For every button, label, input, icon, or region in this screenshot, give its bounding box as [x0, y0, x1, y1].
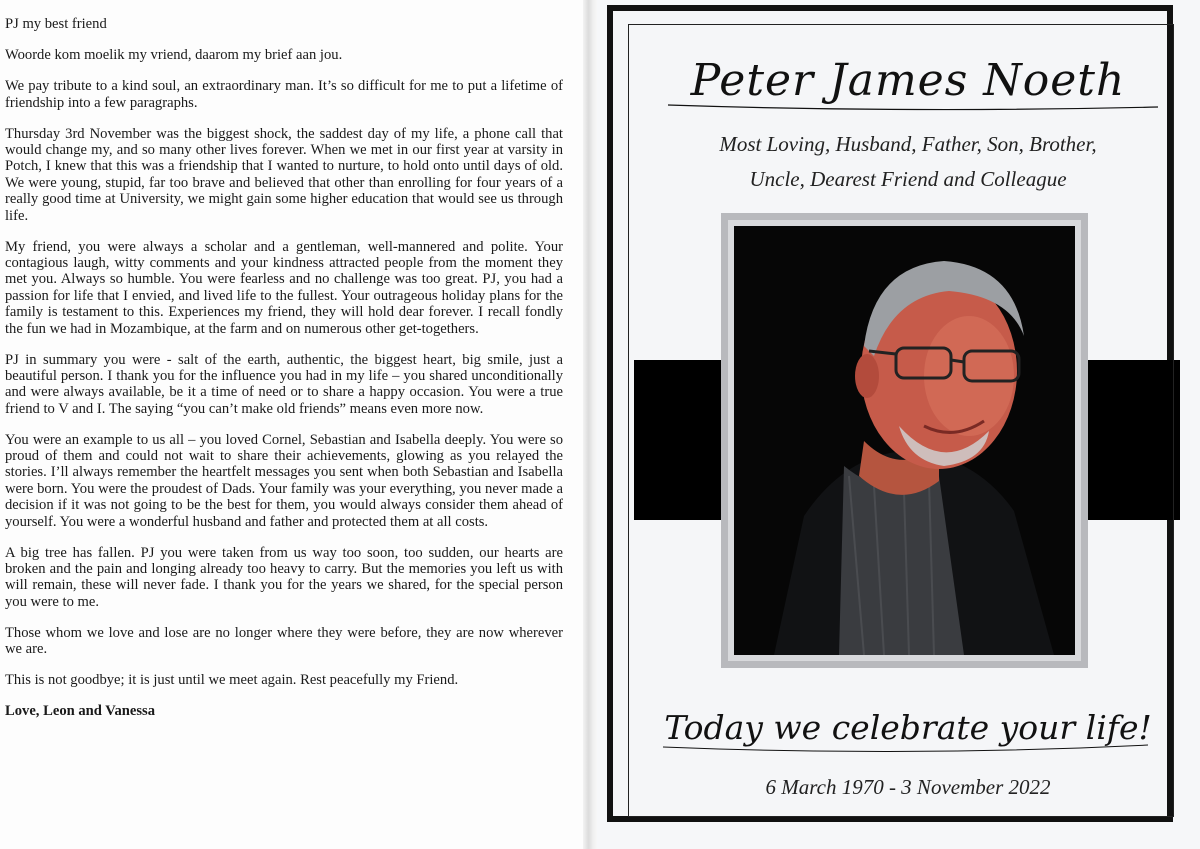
letter-paragraph: Those whom we love and lose are no longer where they were before, they are now wherever we are.: [5, 624, 563, 658]
letter-page: [0, 0, 583, 849]
letter-paragraph: PJ in summary you were - salt of the earth, authentic, the biggest heart, big smile, just a beautiful person. I thank you for the influence you had in my life – you shared unconditionally and were always available, be it a time of need or to share a happy occasion. You were a true friend to V and I. The saying “you can’t make old friends” means even more now.: [5, 351, 563, 417]
subtitle-line-1: Most Loving, Husband, Father, Son, Brother,: [719, 132, 1097, 156]
name-text: Peter James Noeth: [690, 55, 1126, 106]
letter-paragraph: We pay tribute to a kind soul, an extraordinary man. It’s so difficult for me to put a lifetime of friendship into a few paragraphs.: [5, 78, 563, 111]
letter-body: [5, 16, 563, 734]
letter-signoff: Love, Leon and Vanessa: [5, 702, 156, 719]
life-dates: 6 March 1970 - 3 November 2022: [765, 775, 1051, 799]
deceased-name: [638, 47, 1178, 117]
outer-frame: [607, 5, 1173, 822]
letter-greeting: PJ my best friend: [5, 16, 107, 32]
celebrate-text: Today we celebrate your life!: [664, 708, 1152, 747]
letter-paragraph: This is not goodbye; it is just until we meet again. Rest peacefully my Friend.: [5, 672, 459, 688]
portrait-photo: [734, 226, 1075, 655]
page-fold: [583, 0, 597, 849]
portrait-mat: [728, 220, 1081, 661]
portrait-frame: [721, 213, 1088, 668]
letter-paragraph: My friend, you were always a scholar and a gentleman, well-mannered and polite. Your contagious laugh, witty comments and your kindness attracted people from the moment they met you. Always so humble. You were fearless and no challenge was too great. PJ, you had a passion for life that I envied, and lived life to the fullest. Your outrageous holiday plans for the family is testament to this. Experiences my friend, they will hold dear forever. I recall fondly the fun we had in Mozambique, at the farm and on numerous other get-togethers.: [5, 238, 563, 337]
letter-paragraph: Woorde kom moelik my vriend, daarom my brief aan jou.: [5, 47, 343, 64]
portrait-illustration: [734, 226, 1075, 655]
letter-paragraph: Thursday 3rd November was the biggest shock, the saddest day of my life, a phone call that would change my, and so many other lives forever. When we met in our first year at varsity in Potch, I knew that this was a friendship that I wanted to nurture, to hold onto until days of old. We were young, stupid, far too brave and believed that other than enrolling for four years of a really good time at University, we might gain some higher education that would see us through life.: [5, 125, 563, 224]
celebrate-line: [643, 695, 1173, 765]
cover-page: [597, 0, 1200, 849]
subtitle-line-2: Uncle, Dearest Friend and Colleague: [749, 167, 1067, 191]
letter-paragraph: You were an example to us all – you loved Cornel, Sebastian and Isabella deeply. You were so proud of them and could not wait to share their achievements, glowing as you relayed the stories. I’ll always remember the heartfelt messages you sent when both Sebastian and Isabella were born. You were the proudest of Dads. Your family was your everything, you never made a decision if it was not going to be the best for them, you would always consider them ahead of yourself. You were a wonderful husband and father and protected them at all costs.: [5, 431, 563, 530]
letter-paragraph: A big tree has fallen. PJ you were taken from us way too soon, too sudden, our hearts are broken and the pain and longing already too heavy to carry. But the memories you left us with will remain, these will never fade. I thank you for the years we shared, for the special person you were to me.: [5, 544, 563, 610]
